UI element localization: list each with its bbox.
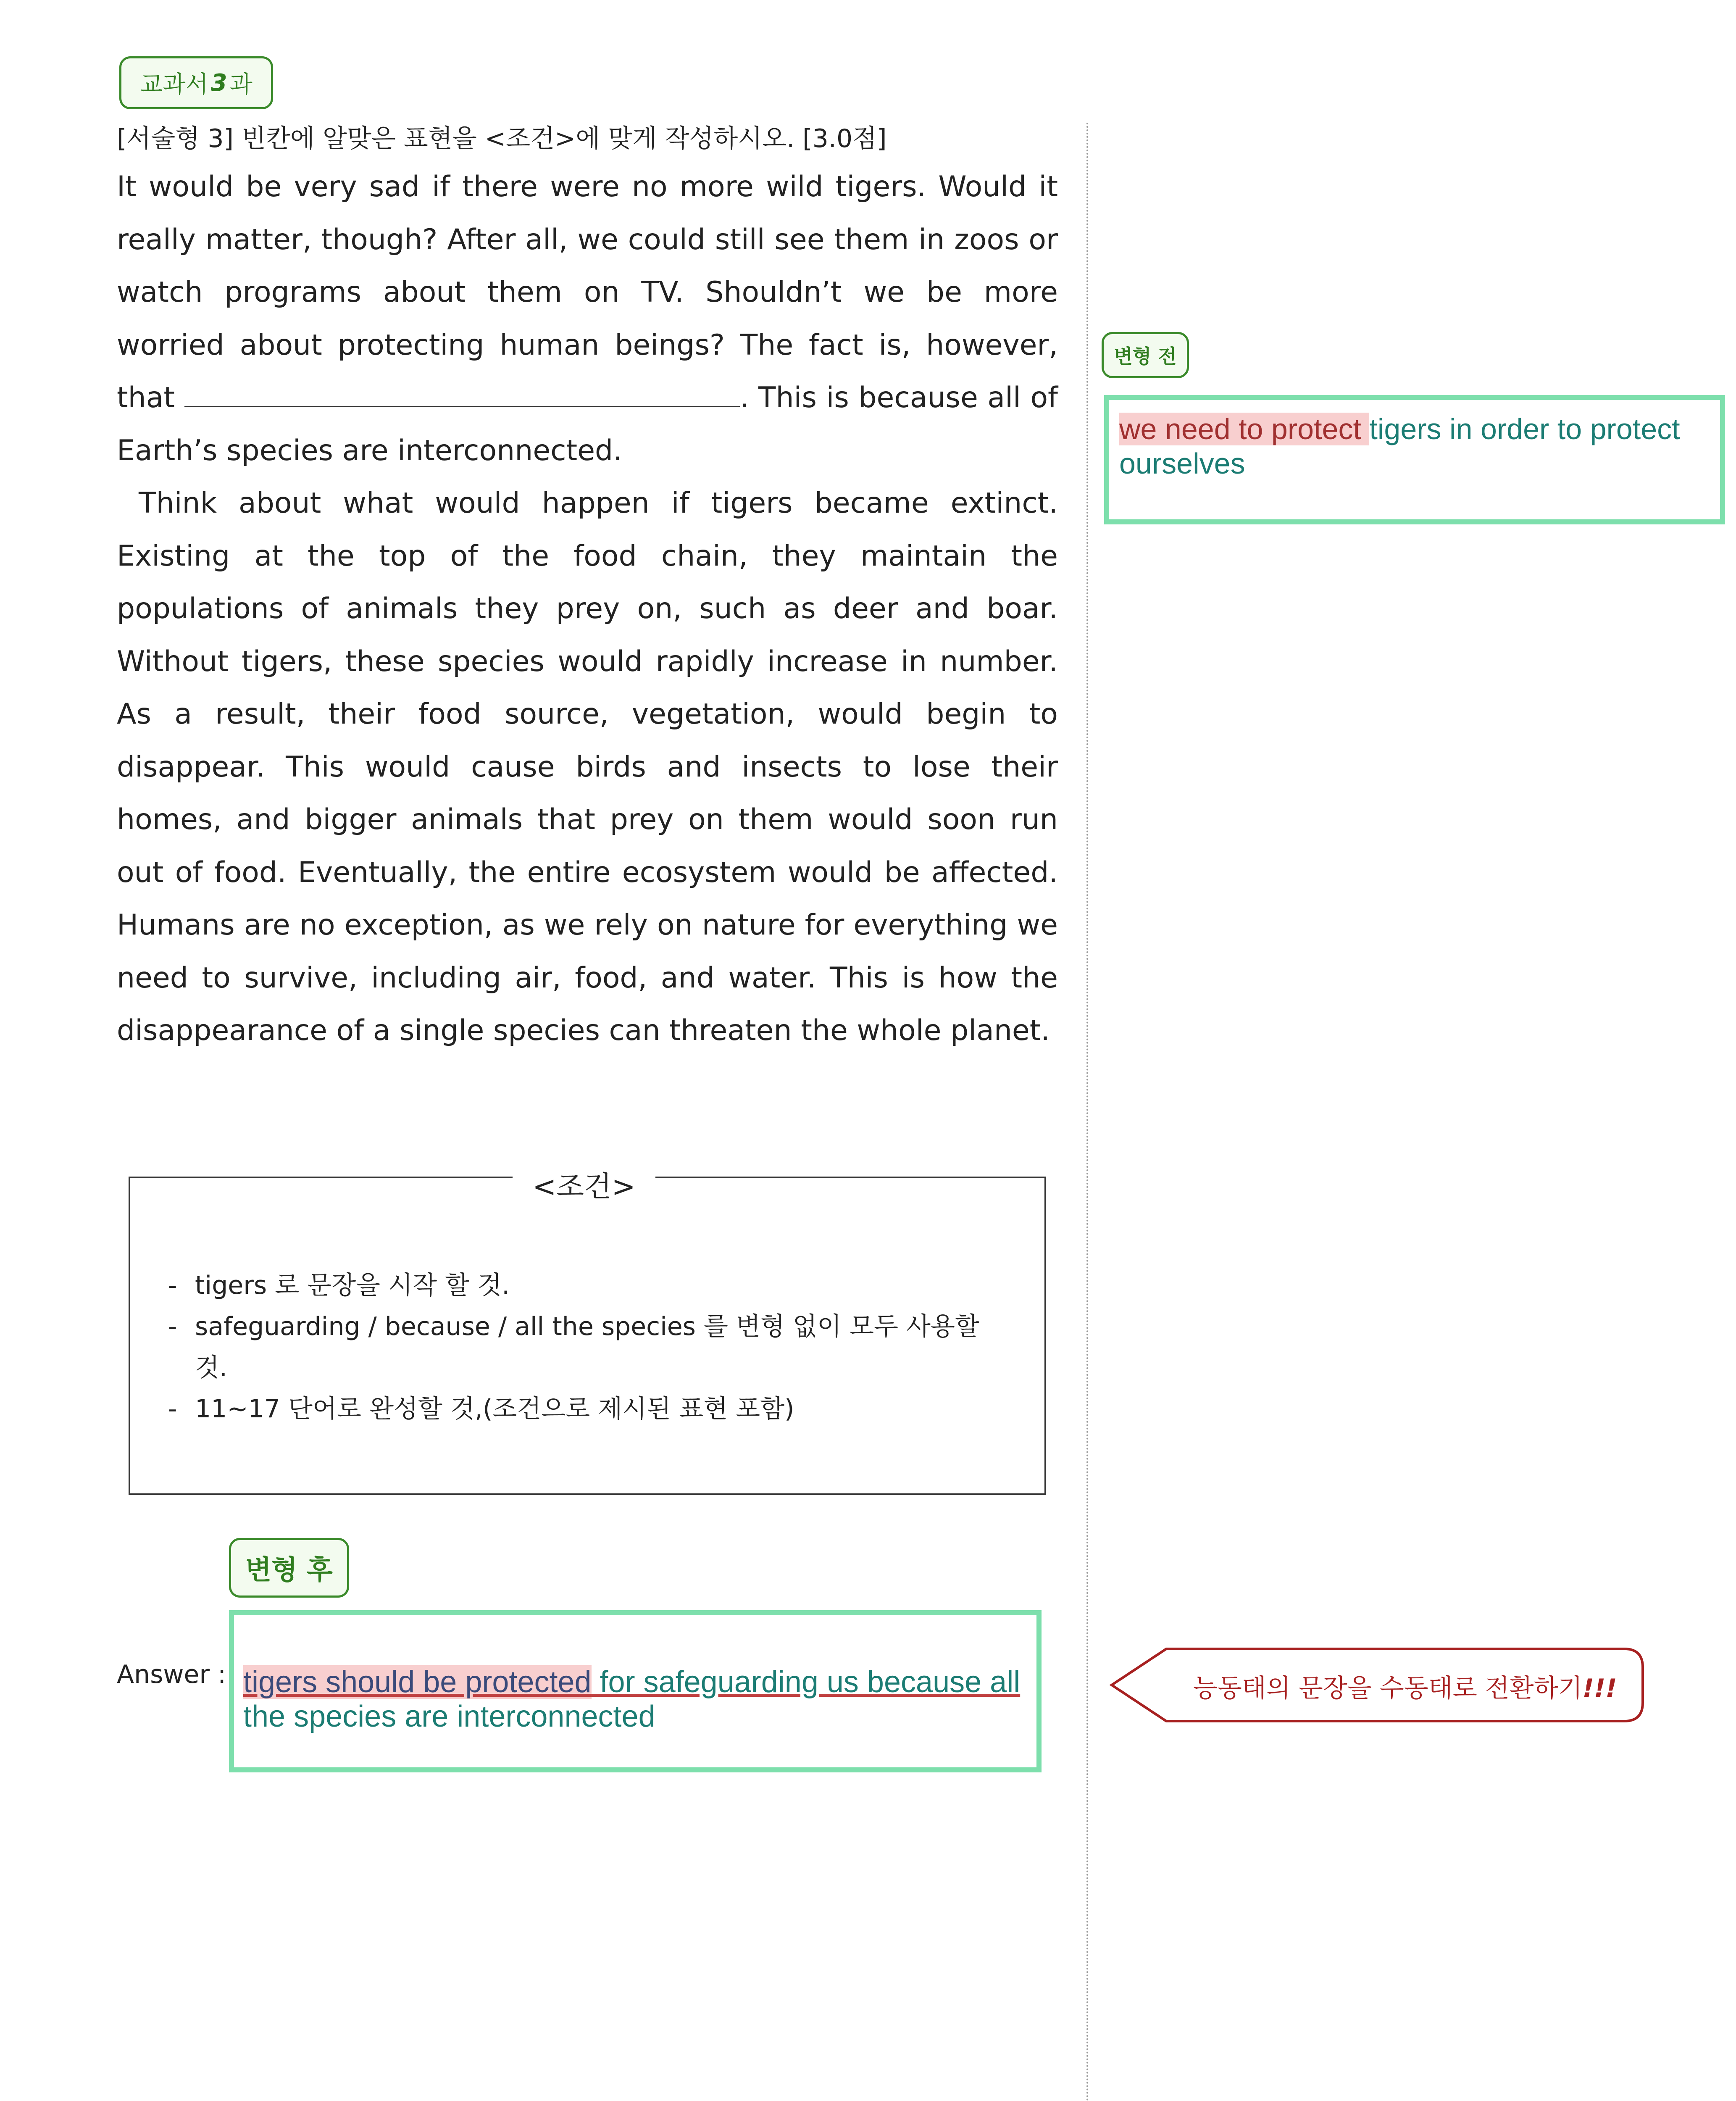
- after-underlined: for safeguarding us because all: [591, 1665, 1021, 1699]
- passage-paragraph-1: [117, 161, 1058, 477]
- conditions-list: [168, 1265, 1008, 1430]
- before-highlight: we need to protect: [1119, 413, 1370, 445]
- after-highlight: tigers should be protected: [243, 1665, 592, 1699]
- column-divider: [1086, 123, 1088, 2101]
- condition-item: - safeguarding / because / all the species 를 변형 없이 모두 사용할 것.: [168, 1306, 1008, 1388]
- question-prompt: [서술형 3] 빈칸에 알맞은 표현을 <조건>에 맞게 작성하시오. [3.0점]: [117, 124, 887, 153]
- callout: [1109, 1646, 1645, 1724]
- conditions-title: <조건>: [513, 1164, 655, 1205]
- passage-p1-after: . This is because all of Earth’s species are interconnected.: [117, 381, 1058, 467]
- callout-message: 능동태의 문장을 수동태로 전환하기: [1193, 1674, 1583, 1703]
- after-answer-box: [229, 1610, 1042, 1772]
- passage: [117, 161, 1058, 1057]
- callout-emphasis: !!!: [1582, 1674, 1617, 1703]
- lesson-badge: [119, 56, 273, 109]
- lesson-prefix: 교과서: [140, 71, 208, 98]
- lesson-number: 3: [210, 69, 227, 97]
- answer-blank: [184, 381, 740, 407]
- after-rest: the species are interconnected: [243, 1700, 655, 1733]
- after-badge: 변형 후: [229, 1538, 349, 1598]
- callout-text: [1193, 1668, 1617, 1704]
- passage-p1-before: It would be very sad if there were no more wild tigers. Would it really matter, though? After all, we could still see them in zoos or watch programs about them on TV. Shouldn’t we be more worried about protecting human beings? The fact is, however, that: [117, 170, 1058, 414]
- answer-label: Answer :: [117, 1660, 226, 1689]
- before-badge: 변형 전: [1102, 332, 1189, 378]
- condition-item: - 11~17 단어로 완성할 것,(조건으로 제시된 표현 포함): [168, 1388, 1008, 1430]
- before-rest: tigers in order to protect ourselves: [1119, 413, 1680, 480]
- before-answer-box: [1104, 395, 1725, 524]
- passage-p2: Think about what would happen if tigers became extinct. Existing at the top of the food chain, they maintain the populations of animals they prey on, such as deer and boar. Without tigers, these species would rapidly increase in number. As a result, their food source, vegetation, would begin to disappear. This would cause birds and insects to lose their homes, and bigger animals that prey on them would soon run out of food. Eventually, the entire ecosystem would be affected. Humans are no exception, as we rely on nature for everything we need to survive, including air, food, and water. This is how the disappearance of a single species can threaten the whole planet.: [117, 487, 1058, 1047]
- passage-paragraph-2: [117, 477, 1058, 1057]
- lesson-suffix: 과: [229, 71, 253, 98]
- condition-item: - tigers 로 문장을 시작 할 것.: [168, 1265, 1008, 1306]
